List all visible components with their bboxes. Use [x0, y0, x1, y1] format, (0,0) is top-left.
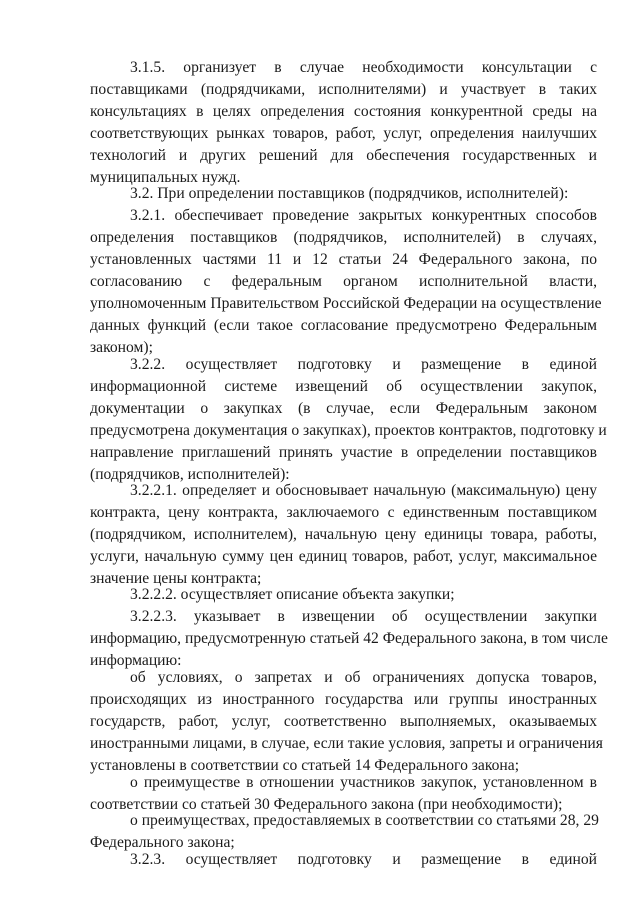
text-line: 3.2.1. обеспечивает проведение закрытых конкурентных способов	[130, 207, 597, 224]
text-line: определения поставщиков (подрядчиков, исполнителей) в случаях,	[90, 229, 597, 246]
text-line: информацию:	[90, 652, 182, 669]
text-line: 3.2. При определении поставщиков (подрядчиков, исполнителей):	[130, 185, 569, 202]
text-line: происходящих из иностранного государства или группы иностранных	[90, 691, 597, 708]
text-line: муниципальных нужд.	[90, 169, 241, 186]
text-line: иностранными лицами, в случае, если такие условия, запреты и ограничения	[90, 735, 603, 752]
text-line: о преимуществах, предоставляемых в соответствии со статьями 28, 29	[130, 812, 599, 829]
text-line: об условиях, о запретах и об ограничениях допуска товаров,	[130, 669, 597, 686]
text-line: информационной системе извещений об осуществлении закупок,	[90, 378, 597, 395]
text-line: установлены в соответствии со статьей 14 Федерального закона;	[90, 757, 520, 774]
text-line: Федерального закона;	[90, 834, 235, 851]
text-line: значение цены контракта;	[90, 570, 262, 587]
text-line: установленных частями 11 и 12 статьи 24 Федерального закона, по	[90, 251, 597, 268]
text-line: уполномоченным Правительством Российской Федерации на осуществление	[90, 295, 602, 312]
text-line: контракта, цену контракта, заключаемого с единственным поставщиком	[90, 504, 597, 521]
text-line: (подрядчиком, исполнителем), начальную цену единицы товара, работы,	[90, 526, 597, 543]
text-line: поставщиками (подрядчиками, исполнителями) и участвует в таких	[90, 81, 597, 98]
text-line: информацию, предусмотренную статьей 42 Федерального закона, в том числе	[90, 630, 608, 647]
text-line: о преимуществе в отношении участников закупок, установленном в	[130, 774, 597, 791]
text-line: (подрядчиков, исполнителей):	[90, 466, 290, 483]
text-line: документации о закупках (в случае, если Федеральным законом	[90, 400, 597, 417]
text-line: услуги, начальную сумму цен единиц товаров, работ, услуг, максимальное	[90, 548, 597, 565]
text-line: 3.2.2.1. определяет и обосновывает начальную (максимальную) цену	[130, 482, 597, 499]
text-line: консультациях в целях определения состояния конкурентной среды на	[90, 103, 597, 120]
text-line: 3.2.2.2. осуществляет описание объекта закупки;	[130, 586, 455, 603]
text-line: соответствии со статьей 30 Федерального закона (при необходимости);	[90, 796, 563, 813]
text-line: технологий и других решений для обеспечения государственных и	[90, 147, 597, 164]
text-line: 3.2.2.3. указывает в извещении об осуществлении закупки	[130, 608, 597, 625]
text-line: соответствующих рынках товаров, работ, услуг, определения наилучших	[90, 125, 597, 142]
text-line: государств, работ, услуг, соответственно выполняемых, оказываемых	[90, 713, 597, 730]
text-line: 3.1.5. организует в случае необходимости консультации с	[130, 59, 597, 76]
text-line: законом);	[90, 339, 153, 356]
text-line: данных функций (если такое согласование предусмотрено Федеральным	[90, 317, 597, 334]
text-line: направление приглашений принять участие в определении поставщиков	[90, 444, 597, 461]
text-line: согласованию с федеральным органом исполнительной власти,	[90, 273, 597, 290]
text-line: 3.2.3. осуществляет подготовку и размещение в единой	[130, 851, 597, 868]
text-line: 3.2.2. осуществляет подготовку и размещение в единой	[130, 356, 597, 373]
text-line: предусмотрена документация о закупках), проектов контрактов, подготовку и	[90, 422, 607, 439]
